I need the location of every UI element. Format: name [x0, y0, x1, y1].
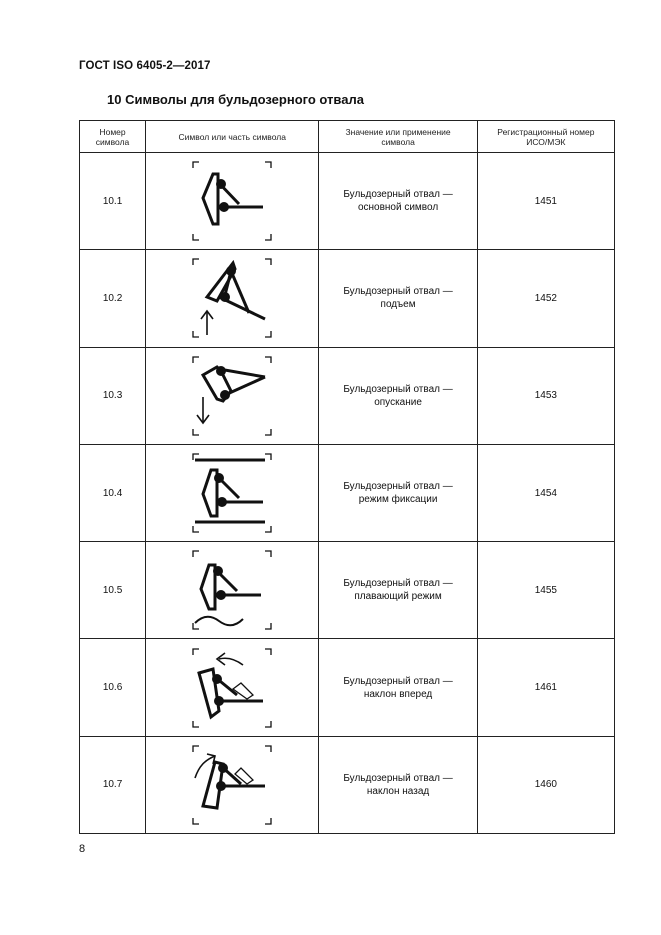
table-row: [80, 444, 615, 541]
column-header-meaning-line2: символа: [381, 136, 415, 147]
meaning-line1: Бульдозерный отвал —: [343, 189, 453, 201]
document-code: ГОСТ ISO 6405-2—2017: [79, 60, 211, 72]
column-header-meaning-line1: Значение или применение: [345, 126, 451, 137]
column-header-symbol-text: Символ или часть символа: [178, 131, 286, 142]
dozer-blade-float-icon: [191, 549, 273, 631]
dozer-blade-tilt-back-icon: [191, 744, 273, 826]
symbol-cell: [146, 347, 319, 444]
meaning-line2: плавающий режим: [354, 591, 442, 603]
column-header-meaning: [319, 121, 477, 153]
table-row: [80, 736, 615, 833]
symbol-number: 10.2: [80, 250, 146, 347]
meaning-line2: основной символ: [357, 202, 439, 214]
column-header-symbol: [146, 121, 319, 153]
column-header-reg: [477, 121, 614, 153]
symbol-meaning: [319, 347, 477, 444]
dozer-blade-lower-icon: [191, 355, 273, 437]
symbol-cell: [146, 736, 319, 833]
registration-number: 1453: [477, 347, 614, 444]
symbol-meaning: [319, 542, 477, 639]
symbol-number: 10.1: [80, 153, 146, 250]
table-header-row: [80, 121, 615, 153]
symbol-number: 10.7: [80, 736, 146, 833]
column-header-number-line1: Номер: [99, 126, 126, 137]
meaning-line1: Бульдозерный отвал —: [343, 286, 453, 298]
symbol-cell: [146, 153, 319, 250]
symbol-number: 10.6: [80, 639, 146, 736]
table-row: [80, 250, 615, 347]
meaning-line2: опускание: [374, 396, 422, 408]
section-title: 10 Символы для бульдозерного отвала: [107, 92, 364, 107]
registration-number: 1455: [477, 542, 614, 639]
column-header-number-line2: символа: [95, 136, 130, 147]
symbol-meaning: [319, 250, 477, 347]
symbol-cell: [146, 639, 319, 736]
meaning-line2: наклон вперед: [363, 688, 433, 700]
registration-number: 1452: [477, 250, 614, 347]
registration-number: 1460: [477, 736, 614, 833]
dozer-blade-basic-icon: [191, 160, 273, 242]
symbol-number: 10.4: [80, 444, 146, 541]
symbol-meaning: [319, 153, 477, 250]
symbol-number: 10.5: [80, 542, 146, 639]
dozer-blade-raise-icon: [191, 257, 273, 339]
registration-number: 1451: [477, 153, 614, 250]
column-header-reg-line2: ИСО/МЭК: [526, 136, 566, 147]
dozer-blade-tilt-forward-icon: [191, 647, 273, 729]
table-row: [80, 639, 615, 736]
meaning-line2: подъем: [380, 299, 416, 311]
registration-number: 1461: [477, 639, 614, 736]
symbols-table: [79, 120, 615, 834]
symbol-cell: [146, 444, 319, 541]
meaning-line1: Бульдозерный отвал —: [343, 383, 453, 395]
meaning-line1: Бульдозерный отвал —: [343, 772, 453, 784]
meaning-line1: Бульдозерный отвал —: [343, 481, 453, 493]
meaning-line2: режим фиксации: [358, 494, 438, 506]
symbol-number: 10.3: [80, 347, 146, 444]
column-header-reg-line1: Регистрационный номер: [497, 126, 595, 137]
symbol-meaning: [319, 639, 477, 736]
table-row: [80, 153, 615, 250]
table-row: [80, 347, 615, 444]
column-header-number: [80, 121, 146, 153]
symbol-meaning: [319, 444, 477, 541]
symbol-cell: [146, 542, 319, 639]
registration-number: 1454: [477, 444, 614, 541]
dozer-blade-hold-icon: [191, 452, 273, 534]
symbol-cell: [146, 250, 319, 347]
page-number: 8: [79, 843, 86, 855]
symbol-meaning: [319, 736, 477, 833]
meaning-line1: Бульдозерный отвал —: [343, 675, 453, 687]
table-row: [80, 542, 615, 639]
meaning-line1: Бульдозерный отвал —: [343, 578, 453, 590]
meaning-line2: наклон назад: [366, 785, 430, 797]
